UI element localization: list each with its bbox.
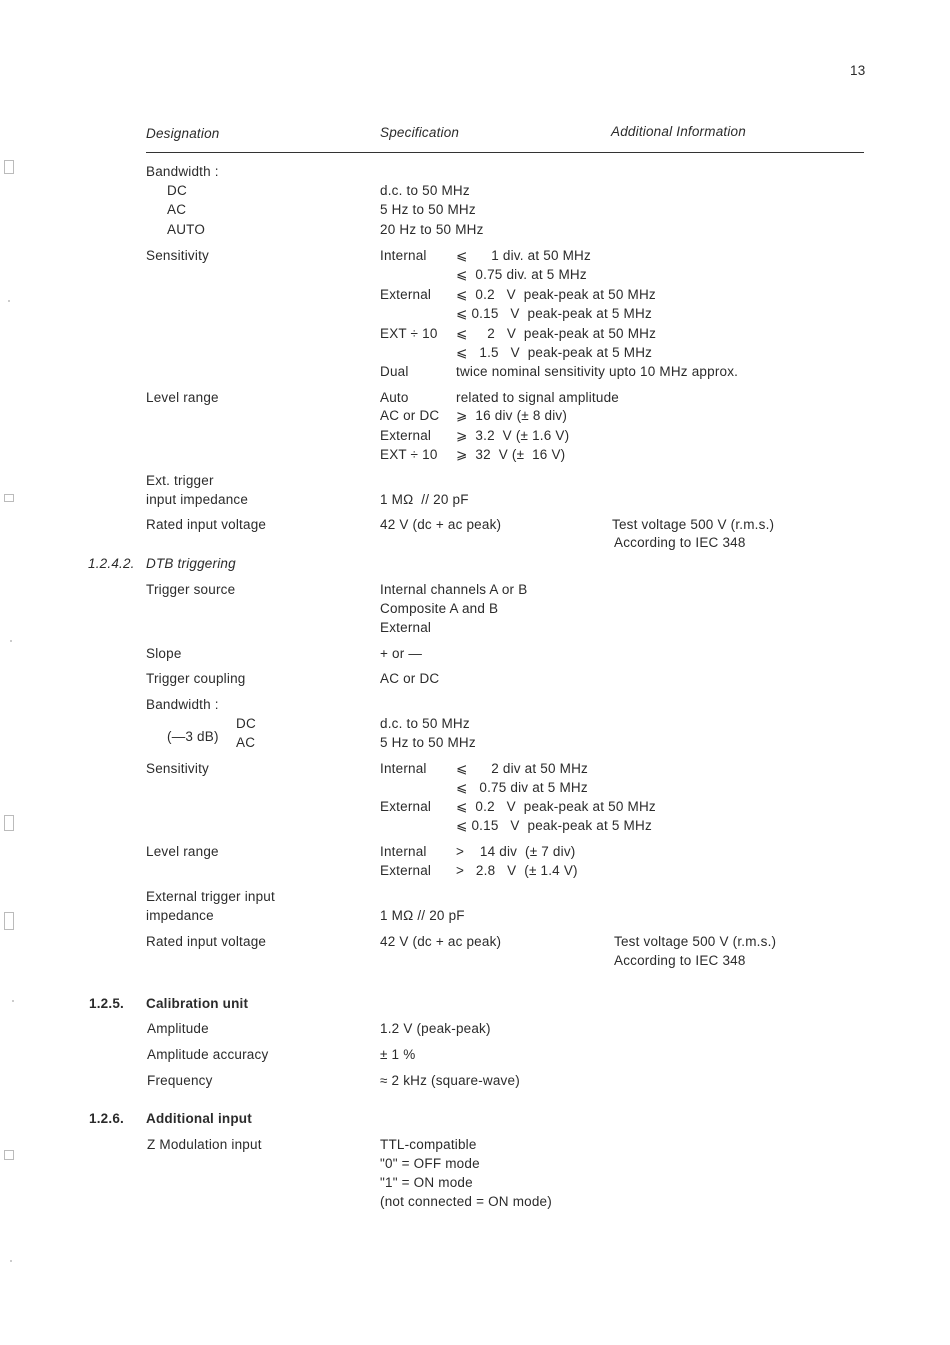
level-range-auto-label: Auto — [380, 390, 409, 405]
z-modulation-value-1: TTL-compatible — [380, 1137, 477, 1152]
rated-input-info-line-1: Test voltage 500 V (r.m.s.) — [612, 517, 775, 532]
dtb-rated-input-info-line-1: Test voltage 500 V (r.m.s.) — [614, 934, 777, 949]
scan-speck — [8, 300, 10, 302]
dtb-bandwidth-db-label: (—3 dB) — [167, 729, 219, 744]
dtb-trigger-source-label: Trigger source — [146, 582, 236, 597]
bandwidth-label: Bandwidth : — [146, 164, 219, 179]
dtb-rated-input-value: 42 V (dc + ac peak) — [380, 934, 502, 949]
z-modulation-value-4: (not connected = ON mode) — [380, 1194, 552, 1209]
rated-input-value: 42 V (dc + ac peak) — [380, 517, 502, 532]
calibration-accuracy-value: ± 1 % — [380, 1047, 416, 1062]
bandwidth-ac-value: 5 Hz to 50 MHz — [380, 202, 476, 217]
sensitivity-dual-value: twice nominal sensitivity upto 10 MHz approx. — [456, 364, 739, 379]
additional-input-section-number: 1.2.6. — [89, 1111, 124, 1126]
dtb-trigger-source-value-2: Composite A and B — [380, 601, 499, 616]
bandwidth-auto-value: 20 Hz to 50 MHz — [380, 222, 484, 237]
binding-mark — [4, 815, 14, 831]
dtb-level-range-label: Level range — [146, 844, 219, 859]
dtb-rated-input-info-line-2: According to IEC 348 — [614, 953, 746, 968]
bandwidth-dc-value: d.c. to 50 MHz — [380, 183, 470, 198]
level-range-acdc-label: AC or DC — [380, 408, 440, 423]
sensitivity-dual-label: Dual — [380, 364, 409, 379]
dtb-level-range-internal-value: > 14 div (± 7 div) — [456, 844, 576, 859]
sensitivity-internal-row-2: ⩽ 0.75 div. at 5 MHz — [456, 267, 587, 282]
dtb-sensitivity-internal-row-1: ⩽ 2 div at 50 MHz — [456, 761, 589, 776]
dtb-slope-value: + or — — [380, 646, 423, 661]
calibration-frequency-label: Frequency — [147, 1073, 213, 1088]
calibration-amplitude-label: Amplitude — [147, 1021, 209, 1036]
level-range-ext10-label: EXT ÷ 10 — [380, 447, 438, 462]
dtb-bandwidth-dc-value: d.c. to 50 MHz — [380, 716, 470, 731]
rated-input-label: Rated input voltage — [146, 517, 267, 532]
header-specification: Specification — [380, 125, 460, 140]
dtb-level-range-external-label: External — [380, 863, 432, 878]
page-number: 13 — [850, 63, 866, 78]
z-modulation-value-2: "0" = OFF mode — [380, 1156, 480, 1171]
binding-mark — [4, 1150, 14, 1160]
sensitivity-internal-row-1: ⩽ 1 div. at 50 MHz — [456, 248, 591, 263]
header-rule — [146, 152, 864, 153]
dtb-level-range-internal-label: Internal — [380, 844, 427, 859]
dtb-trigger-coupling-label: Trigger coupling — [146, 671, 246, 686]
sensitivity-external-label: External — [380, 287, 432, 302]
calibration-section-number: 1.2.5. — [89, 996, 124, 1011]
binding-mark — [4, 912, 14, 930]
level-range-external-value: ⩾ 3.2 V (± 1.6 V) — [456, 428, 570, 443]
dtb-sensitivity-external-row-1: ⩽ 0.2 V peak-peak at 50 MHz — [456, 799, 656, 814]
calibration-amplitude-value: 1.2 V (peak-peak) — [380, 1021, 491, 1036]
dtb-sensitivity-internal-label: Internal — [380, 761, 427, 776]
dtb-trigger-source-value-1: Internal channels A or B — [380, 582, 528, 597]
dtb-ext-input-label-line-2: impedance — [146, 908, 214, 923]
dtb-ext-input-impedance-value: 1 MΩ // 20 pF — [380, 908, 465, 923]
header-additional-information: Additional Information — [611, 124, 746, 139]
dtb-trigger-coupling-value: AC or DC — [380, 671, 440, 686]
calibration-section-title: Calibration unit — [146, 996, 249, 1011]
additional-input-section-title: Additional input — [146, 1111, 252, 1126]
z-modulation-value-3: "1" = ON mode — [380, 1175, 473, 1190]
sensitivity-external-row-1: ⩽ 0.2 V peak-peak at 50 MHz — [456, 287, 656, 302]
sensitivity-ext10-row-2: ⩽ 1.5 V peak-peak at 5 MHz — [456, 345, 653, 360]
ext-trigger-impedance-value: 1 MΩ // 20 pF — [380, 492, 469, 507]
dtb-section-number: 1.2.4.2. — [88, 556, 135, 571]
scan-speck — [12, 1000, 14, 1002]
dtb-slope-label: Slope — [146, 646, 182, 661]
level-range-label: Level range — [146, 390, 219, 405]
dtb-bandwidth-label: Bandwidth : — [146, 697, 219, 712]
scan-speck — [10, 640, 12, 642]
sensitivity-label: Sensitivity — [146, 248, 209, 263]
level-range-auto-value: related to signal amplitude — [456, 390, 619, 405]
dtb-sensitivity-external-row-2: ⩽ 0.15 V peak-peak at 5 MHz — [456, 818, 652, 833]
scan-speck — [10, 1260, 12, 1262]
dtb-bandwidth-ac-label: AC — [236, 735, 256, 750]
dtb-ext-input-label-line-1: External trigger input — [146, 889, 275, 904]
z-modulation-label: Z Modulation input — [147, 1137, 262, 1152]
sensitivity-ext10-row-1: ⩽ 2 V peak-peak at 50 MHz — [456, 326, 657, 341]
dtb-level-range-external-value: > 2.8 V (± 1.4 V) — [456, 863, 578, 878]
dtb-sensitivity-external-label: External — [380, 799, 432, 814]
dtb-sensitivity-internal-row-2: ⩽ 0.75 div at 5 MHz — [456, 780, 588, 795]
bandwidth-ac-label: AC — [167, 202, 187, 217]
dtb-trigger-source-value-3: External — [380, 620, 432, 635]
sensitivity-ext10-label: EXT ÷ 10 — [380, 326, 438, 341]
bandwidth-auto-label: AUTO — [167, 222, 206, 237]
dtb-sensitivity-label: Sensitivity — [146, 761, 209, 776]
level-range-external-label: External — [380, 428, 432, 443]
bandwidth-dc-label: DC — [167, 183, 187, 198]
calibration-accuracy-label: Amplitude accuracy — [147, 1047, 269, 1062]
sensitivity-internal-label: Internal — [380, 248, 427, 263]
level-range-acdc-value: ⩾ 16 div (± 8 div) — [456, 408, 568, 423]
level-range-ext10-value: ⩾ 32 V (± 16 V) — [456, 447, 566, 462]
header-designation: Designation — [146, 126, 220, 141]
ext-trigger-label-line-1: Ext. trigger — [146, 473, 214, 488]
sensitivity-external-row-2: ⩽ 0.15 V peak-peak at 5 MHz — [456, 306, 652, 321]
binding-mark — [4, 494, 14, 502]
binding-mark — [4, 160, 14, 174]
dtb-bandwidth-ac-value: 5 Hz to 50 MHz — [380, 735, 476, 750]
dtb-rated-input-label: Rated input voltage — [146, 934, 267, 949]
calibration-frequency-value: ≈ 2 kHz (square-wave) — [380, 1073, 520, 1088]
ext-trigger-label-line-2: input impedance — [146, 492, 249, 507]
dtb-bandwidth-dc-label: DC — [236, 716, 256, 731]
dtb-section-title: DTB triggering — [146, 556, 236, 571]
rated-input-info-line-2: According to IEC 348 — [614, 535, 746, 550]
